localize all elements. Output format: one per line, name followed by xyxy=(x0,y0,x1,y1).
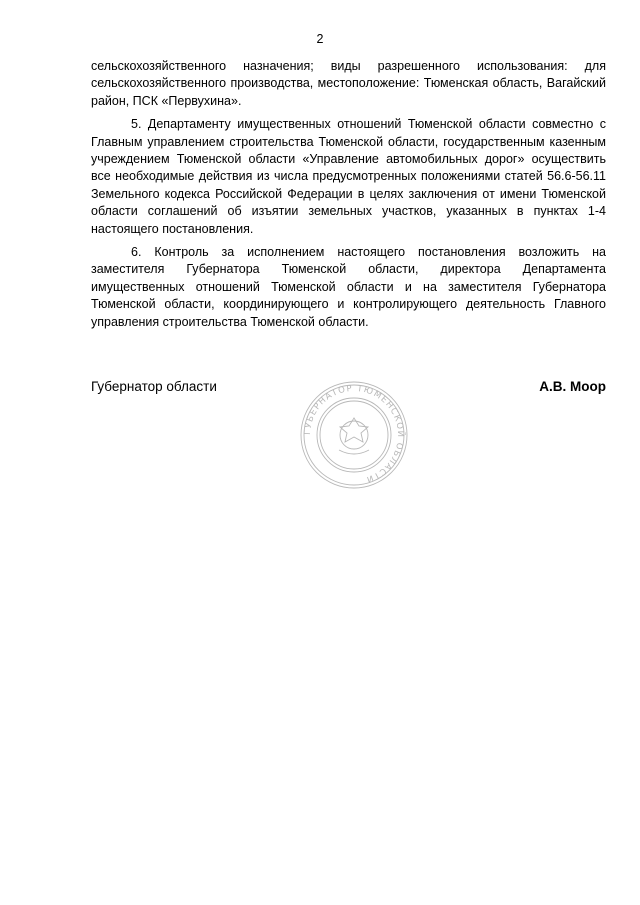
paragraph-6: 6. Контроль за исполнением настоящего постановления возложить на заместителя Губернатора Тюменской области, директора Департамента имущественных отношений Тюменской области и на заместителя Губернатора Тюменской области, координирующего и контролирующего деятельность Главного управления строительства Тюменской области. xyxy=(91,245,606,329)
paragraph-continuation: сельскохозяйственного назначения; виды разрешенного использования: для сельскохозяйственного производства, местоположение: Тюменская область, Вагайский район, ПСК «Первухина». xyxy=(91,59,606,108)
signatory-title: Губернатор области xyxy=(91,379,217,394)
document-body xyxy=(91,58,606,331)
official-seal-icon xyxy=(299,380,409,490)
seal-outer-text: ГУБЕРНАТОР ТЮМЕНСКОЙ ОБЛАСТИ xyxy=(302,383,406,485)
page-number: 2 xyxy=(316,32,324,46)
signatory-name: А.В. Моор xyxy=(539,379,606,394)
paragraph-5: 5. Департаменту имущественных отношений Тюменской области совместно с Главным управлением строительства Тюменской области, государственным казенным учреждением Тюменской области «Управление автомобильных дорог» осуществить все необходимые действия из числа предусмотренных положениями статей 56.6-56.11 Земельного кодекса Российской Федерации в целях заключения от имени Тюменской области соглашений об изъятии земельных участков, указанных в пунктах 1-4 настоящего постановления. xyxy=(91,117,606,236)
